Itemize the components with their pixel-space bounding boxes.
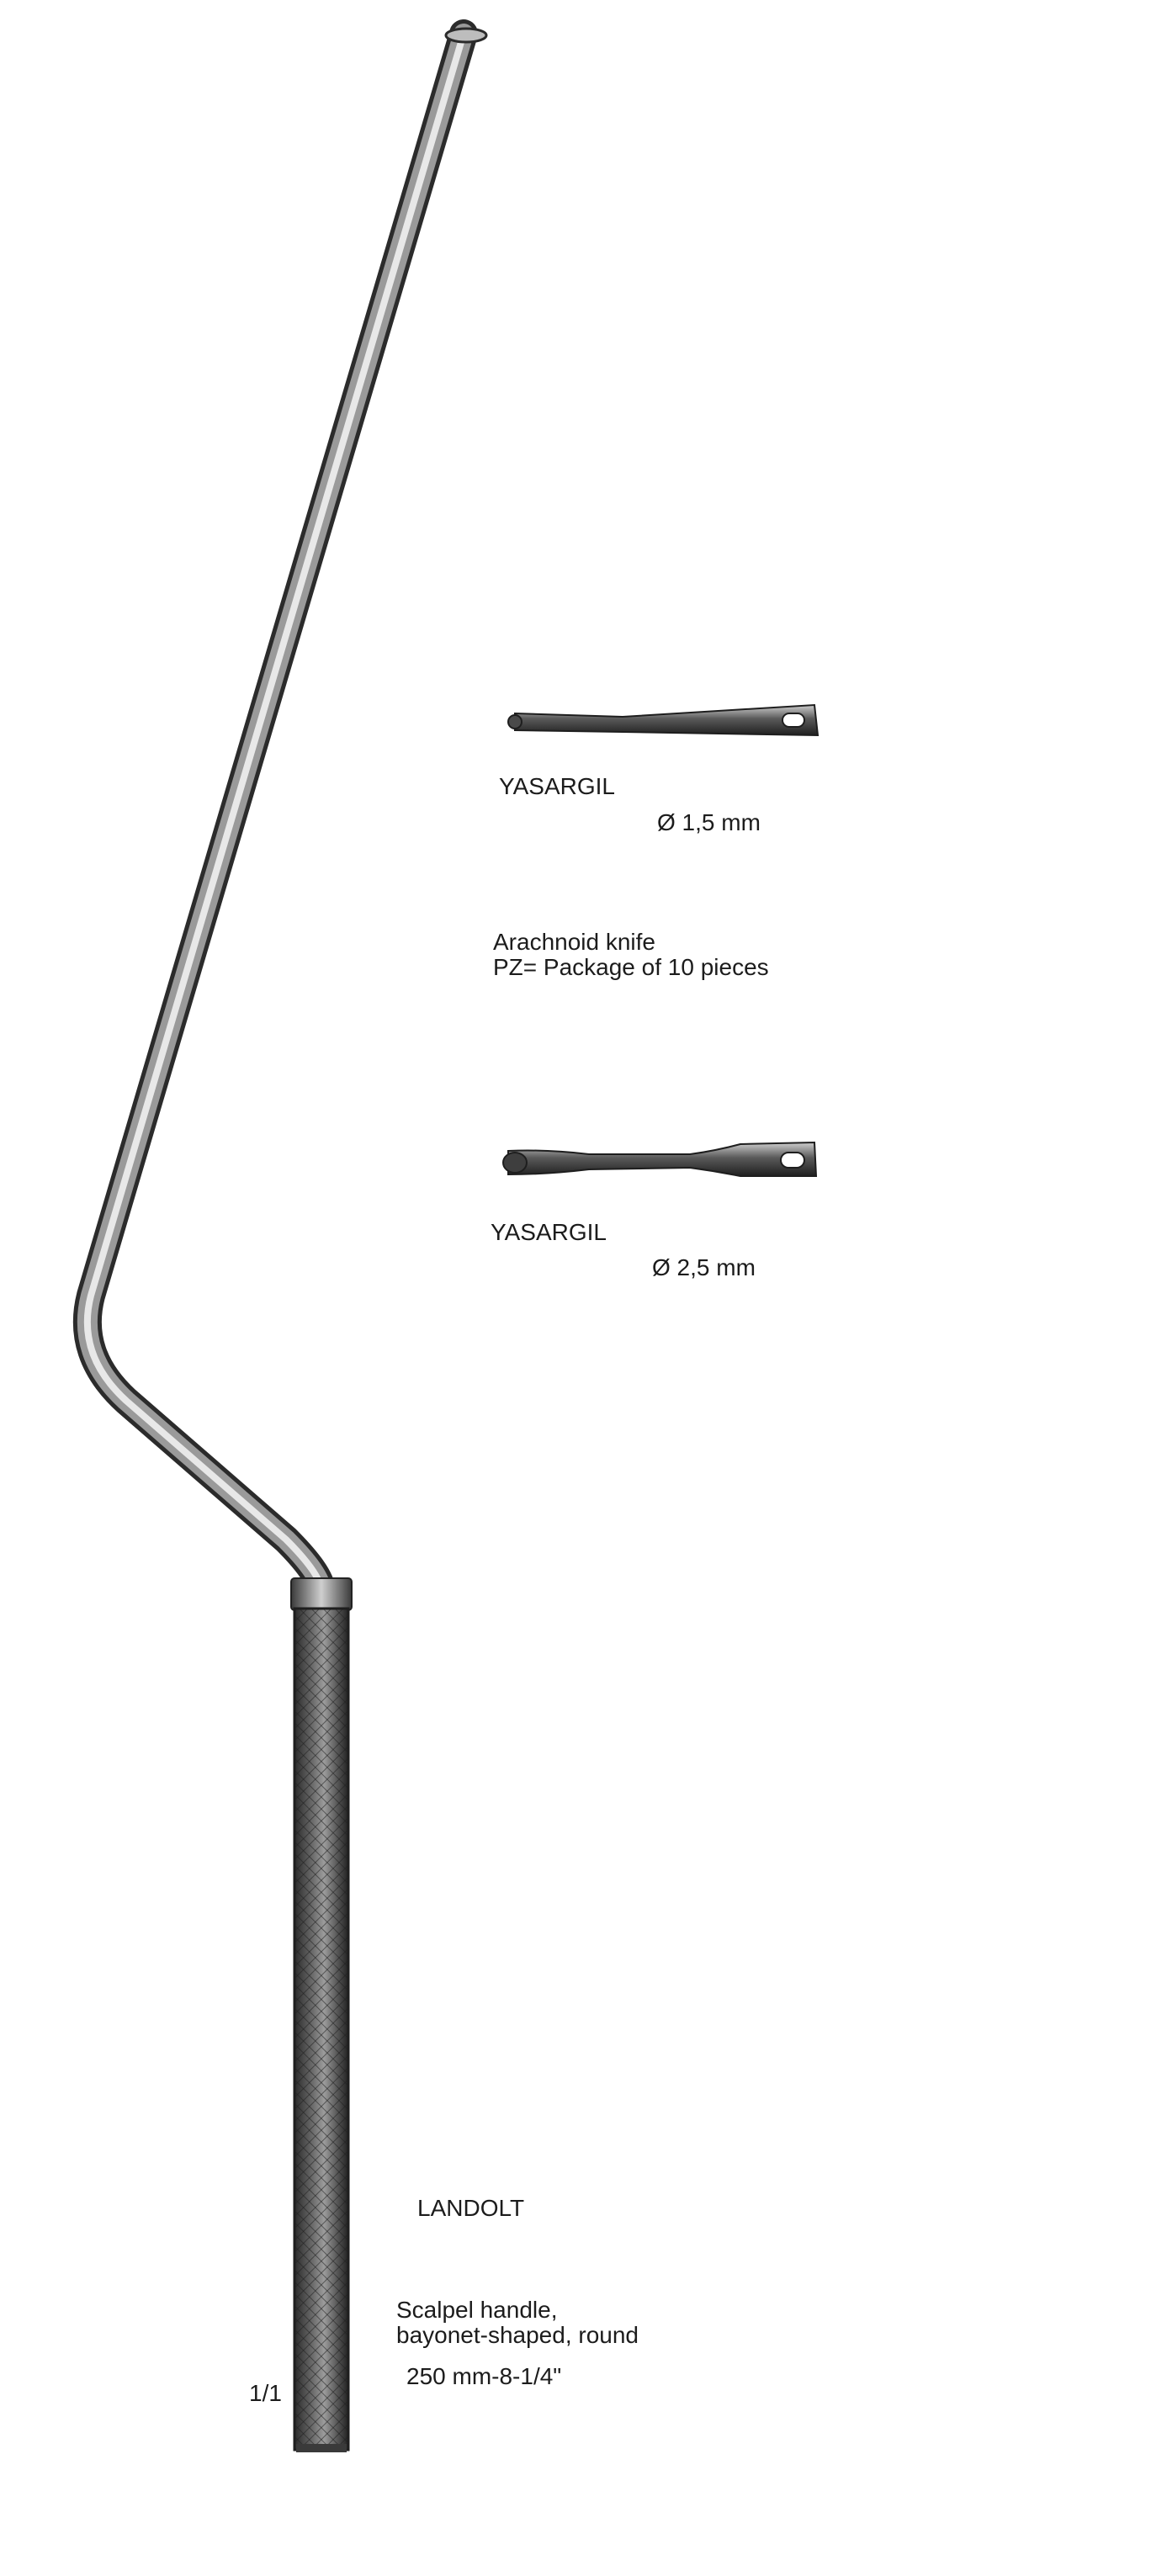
handle-description-line1: Scalpel handle, (396, 2297, 558, 2323)
blade-bottom-illustration (503, 1142, 816, 1176)
blade-bottom-name: YASARGIL (491, 1219, 607, 1245)
handle-name: LANDOLT (417, 2195, 525, 2221)
scale-label: 1/1 (249, 2380, 282, 2406)
scalpel-handle-shaft (88, 29, 486, 1590)
blade-description-line1: Arachnoid knife (493, 929, 656, 955)
handle-collar (291, 1578, 352, 1610)
knurled-handle (294, 1609, 348, 2452)
blade-top-name: YASARGIL (499, 773, 615, 799)
blade-description-line2: PZ= Package of 10 pieces (493, 954, 769, 980)
handle-description-line2: bayonet-shaped, round (396, 2322, 639, 2348)
blade-top-diameter: Ø 1,5 mm (657, 809, 761, 835)
handle-size: 250 mm-8-1/4" (406, 2363, 562, 2389)
blade-bottom-diameter: Ø 2,5 mm (652, 1254, 756, 1280)
blade-top-illustration (508, 705, 818, 735)
